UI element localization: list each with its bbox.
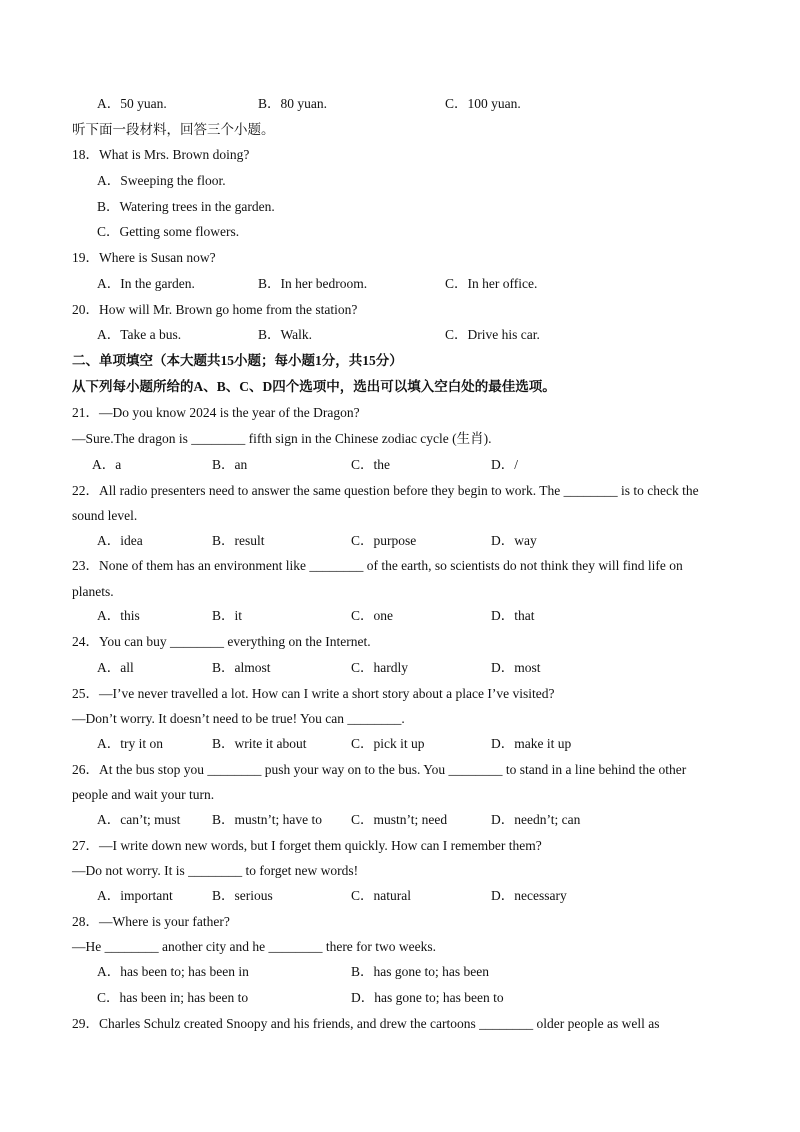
- q18-stem: 18．What is Mrs. Brown doing?: [72, 147, 250, 162]
- q28-option-d: D．has gone to; has been to: [351, 990, 504, 1005]
- q22-option-a: A．idea: [97, 533, 143, 548]
- q26-option-c: C．mustn’t; need: [351, 812, 448, 827]
- q21-option-c: C．the: [351, 457, 390, 472]
- q27-line1: 27．—I write down new words, but I forget them quickly. How can I remember them?: [72, 838, 542, 853]
- q26-option-d: D．needn’t; can: [491, 812, 581, 827]
- q24-option-a: A．all: [97, 660, 134, 675]
- q22-line2: sound level.: [72, 508, 138, 523]
- q27-option-c: C．natural: [351, 888, 411, 903]
- q21-line1: 21．—Do you know 2024 is the year of the Dragon?: [72, 405, 360, 420]
- q24-option-b: B．almost: [212, 660, 271, 675]
- q25-option-a: A．try it on: [97, 736, 163, 751]
- q27-option-a: A．important: [97, 888, 173, 903]
- q27-line2: —Do not worry. It is ________ to forget new words!: [72, 863, 359, 878]
- q23-line1: 23．None of them has an environment like ________ of the earth, so scientists do not think they will find life on: [72, 558, 683, 573]
- q18-option-a: A．Sweeping the floor.: [97, 173, 226, 188]
- q21-line2: —Sure.The dragon is ________ fifth sign in the Chinese zodiac cycle (生肖).: [72, 431, 492, 446]
- q28-option-b: B．has gone to; has been: [351, 964, 489, 979]
- q21-option-d: D．/: [491, 457, 518, 472]
- q19-option-c: C．In her office.: [445, 276, 538, 291]
- q20-option-c: C．Drive his car.: [445, 327, 540, 342]
- q18-option-c: C．Getting some flowers.: [97, 224, 240, 239]
- q23-option-b: B．it: [212, 608, 243, 623]
- q19-stem: 19．Where is Susan now?: [72, 250, 216, 265]
- q26-line1: 26．At the bus stop you ________ push your way on to the bus. You ________ to stand in a line behind the other: [72, 762, 687, 777]
- q19-option-b: B．In her bedroom.: [258, 276, 368, 291]
- q26-option-a: A．can’t; must: [97, 812, 181, 827]
- q23-line2: planets.: [72, 584, 114, 599]
- q18-option-b: B．Watering trees in the garden.: [97, 199, 275, 214]
- q28-option-c: C．has been in; has been to: [97, 990, 249, 1005]
- q26-line2: people and wait your turn.: [72, 787, 215, 802]
- q24-line1: 24．You can buy ________ everything on the Internet.: [72, 634, 371, 649]
- q24-option-d: D．most: [491, 660, 541, 675]
- q22-option-c: C．purpose: [351, 533, 417, 548]
- q24-option-c: C．hardly: [351, 660, 408, 675]
- listening-instruction: 听下面一段材料，回答三个小题。: [72, 122, 275, 137]
- q22-line1: 22．All radio presenters need to answer the same question before they begin to work. The ________ is to check the: [72, 483, 699, 498]
- section-instruction: 从下列每小题所给的A、B、C、D四个选项中，选出可以填入空白处的最佳选项。: [72, 379, 556, 394]
- q25-option-b: B．write it about: [212, 736, 307, 751]
- q21-option-b: B．an: [212, 457, 248, 472]
- q17-option-c: C．100 yuan.: [445, 96, 521, 111]
- section-heading: 二、单项填空（本大题共15小题；每小题1分，共15分）: [72, 353, 403, 368]
- q23-option-c: C．one: [351, 608, 393, 623]
- q23-option-a: A．this: [97, 608, 140, 623]
- q22-option-b: B．result: [212, 533, 265, 548]
- q29-line1: 29．Charles Schulz created Snoopy and his friends, and drew the cartoons ________ older people as well as: [72, 1016, 660, 1031]
- q19-option-a: A．In the garden.: [97, 276, 195, 291]
- q27-option-d: D．necessary: [491, 888, 567, 903]
- q23-option-d: D．that: [491, 608, 535, 623]
- q20-option-a: A．Take a bus.: [97, 327, 182, 342]
- q28-option-a: A．has been to; has been in: [97, 964, 249, 979]
- q22-option-d: D．way: [491, 533, 537, 548]
- q21-option-a: A．a: [92, 457, 122, 472]
- q28-line1: 28．—Where is your father?: [72, 914, 230, 929]
- q20-option-b: B．Walk.: [258, 327, 313, 342]
- q27-option-b: B．serious: [212, 888, 273, 903]
- q20-stem: 20．How will Mr. Brown go home from the station?: [72, 302, 358, 317]
- q25-line1: 25．—I’ve never travelled a lot. How can I write a short story about a place I’ve visited?: [72, 686, 555, 701]
- q25-option-c: C．pick it up: [351, 736, 425, 751]
- q17-option-b: B．80 yuan.: [258, 96, 327, 111]
- q25-option-d: D．make it up: [491, 736, 572, 751]
- q26-option-b: B．mustn’t; have to: [212, 812, 322, 827]
- q25-line2: —Don’t worry. It doesn’t need to be true! You can ________.: [72, 711, 405, 726]
- q17-option-a: A．50 yuan.: [97, 96, 167, 111]
- q28-line2: —He ________ another city and he ________ there for two weeks.: [72, 939, 437, 954]
